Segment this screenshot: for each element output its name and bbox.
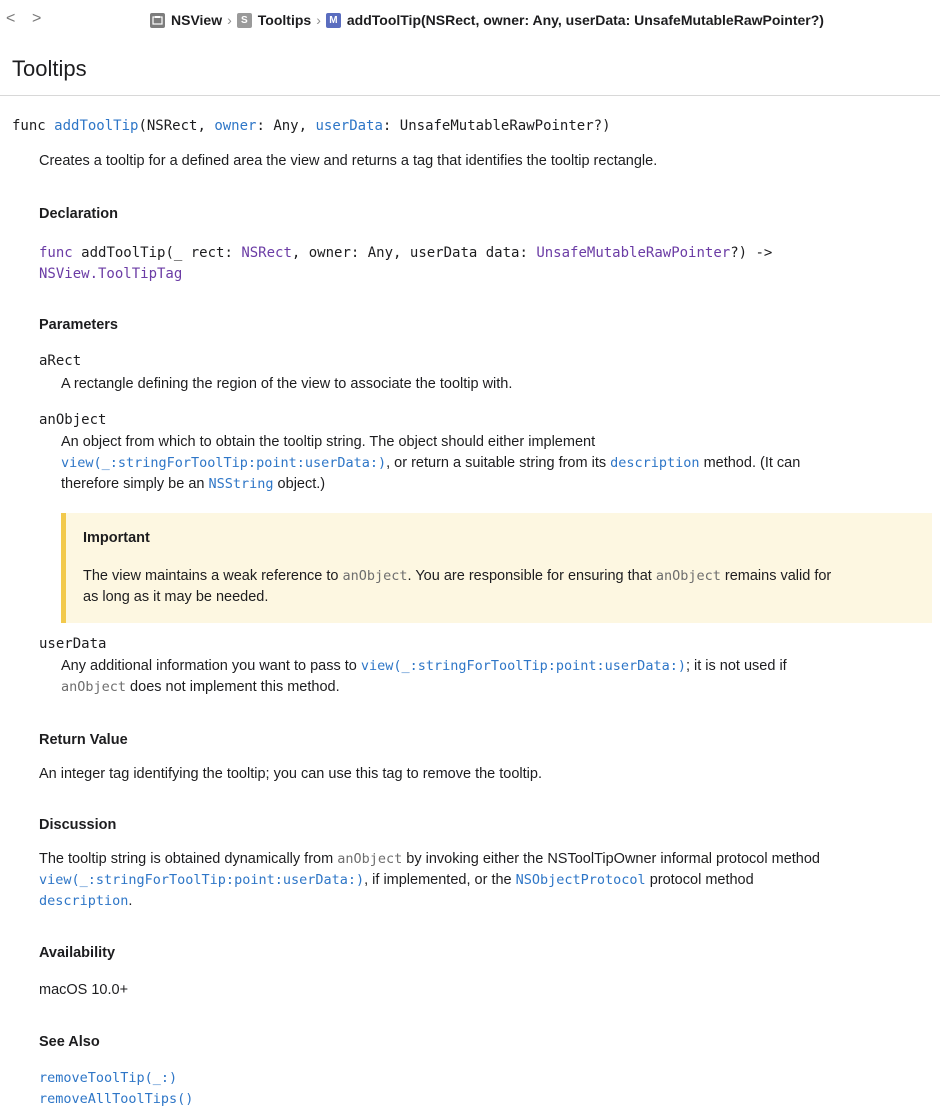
link-view-stringfortooltip[interactable]: view(_:stringForToolTip:point:userData:) (39, 872, 365, 888)
param-text: ; it is not used if (685, 658, 787, 674)
framework-icon (150, 13, 165, 28)
param-name-arect: aRect (39, 353, 82, 369)
important-body (83, 566, 928, 608)
breadcrumb-item-nsview[interactable] (150, 12, 222, 28)
forward-button[interactable]: > (32, 10, 42, 27)
param-text: therefore simply be an (61, 476, 209, 492)
inline-code: anObject (61, 679, 127, 695)
callout-text: The view maintains a weak reference to (83, 568, 343, 584)
param-desc-userdata (61, 656, 921, 698)
important-title: Important (83, 530, 150, 546)
param-text: An object from which to obtain the tooltip string. The object should either implement (61, 434, 596, 450)
decl-type-pointer[interactable]: UnsafeMutableRawPointer (536, 245, 731, 261)
sig-method-name: addToolTip (54, 118, 139, 134)
sig-owner-label: owner (214, 118, 257, 134)
see-also-link[interactable]: removeAllToolTips() (39, 1091, 194, 1107)
link-nsobjectprotocol[interactable]: NSObjectProtocol (515, 872, 646, 888)
param-desc-anobject (61, 432, 921, 495)
breadcrumb-separator: › (316, 12, 321, 28)
decl-name: addToolTip (81, 245, 166, 261)
breadcrumb-item-method[interactable] (326, 12, 824, 28)
decl-type-nsrect[interactable]: NSRect (241, 245, 292, 261)
param-text: object.) (273, 476, 326, 492)
inline-code: anObject (655, 568, 721, 584)
page-title: Tooltips (12, 56, 87, 81)
return-value-text: An integer tag identifying the tooltip; you can use this tag to remove the tooltip. (39, 766, 542, 782)
sig-func-keyword: func (12, 118, 55, 134)
availability-heading: Availability (39, 945, 116, 961)
param-text: Any additional information you want to pass to (61, 658, 361, 674)
decl-part: (_ rect: (165, 245, 242, 261)
decl-part: ?) -> (730, 245, 773, 261)
navigation-bar (0, 0, 940, 44)
link-description[interactable]: description (610, 455, 700, 471)
sig-userdata-label: userData (315, 118, 383, 134)
parameters-heading: Parameters (39, 317, 118, 333)
declaration-code (39, 243, 919, 285)
decl-return-type[interactable]: NSView.ToolTipTag (39, 266, 183, 282)
breadcrumb-separator: › (227, 12, 232, 28)
discussion-heading: Discussion (39, 817, 117, 833)
sig-userdata-type: : UnsafeMutableRawPointer?) (382, 118, 611, 134)
divider (0, 95, 940, 96)
param-name-anobject: anObject (39, 412, 107, 428)
param-text: method. (It can (699, 455, 801, 471)
discussion-segment: , if implemented, or the (364, 872, 516, 888)
section-icon: S (237, 13, 252, 28)
return-value-heading: Return Value (39, 732, 128, 748)
breadcrumb-label: Tooltips (257, 12, 312, 28)
param-text: does not implement this method. (126, 679, 340, 695)
callout-text: as long as it may be needed. (83, 589, 269, 605)
method-signature (12, 118, 611, 134)
inline-code: anObject (337, 851, 403, 867)
availability-text: macOS 10.0+ (39, 982, 129, 998)
decl-func-keyword: func (39, 245, 82, 261)
link-description[interactable]: description (39, 893, 129, 909)
discussion-segment: by invoking either the NSToolTipOwner informal protocol method (402, 851, 820, 867)
discussion-segment: . (128, 893, 133, 909)
link-nsstring[interactable]: NSString (208, 476, 274, 492)
see-also-link[interactable]: removeToolTip(_:) (39, 1070, 178, 1086)
breadcrumb-label: NSView (171, 12, 223, 28)
discussion-segment: protocol method (645, 872, 754, 888)
inline-code: anObject (342, 568, 408, 584)
param-name-userdata: userData (39, 636, 107, 652)
link-view-stringfortooltip[interactable]: view(_:stringForToolTip:point:userData:) (61, 455, 387, 471)
sig-open: (NSRect, (138, 118, 215, 134)
link-view-stringfortooltip[interactable]: view(_:stringForToolTip:point:userData:) (360, 658, 686, 674)
declaration-heading: Declaration (39, 206, 118, 222)
param-desc-arect: A rectangle defining the region of the view to associate the tooltip with. (61, 376, 513, 392)
discussion-segment: The tooltip string is obtained dynamically from (39, 851, 338, 867)
breadcrumb (150, 12, 824, 28)
breadcrumb-item-tooltips[interactable] (237, 12, 311, 28)
breadcrumb-label: addToolTip(NSRect, owner: Any, userData: UnsafeMutableRawPointer?) (346, 12, 824, 28)
decl-part: , owner: Any, userData data: (291, 245, 537, 261)
important-callout (61, 513, 932, 623)
sig-owner-type: : Any, (256, 118, 316, 134)
callout-text: remains valid for (720, 568, 832, 584)
abstract-text: Creates a tooltip for a defined area the view and returns a tag that identifies the tooltip rectangle. (39, 153, 658, 169)
back-button[interactable]: < (6, 10, 16, 27)
see-also-heading: See Also (39, 1034, 100, 1050)
callout-text: . You are responsible for ensuring that (407, 568, 656, 584)
discussion-text (39, 849, 919, 912)
method-icon: M (326, 13, 341, 28)
param-text: , or return a suitable string from its (386, 455, 611, 471)
